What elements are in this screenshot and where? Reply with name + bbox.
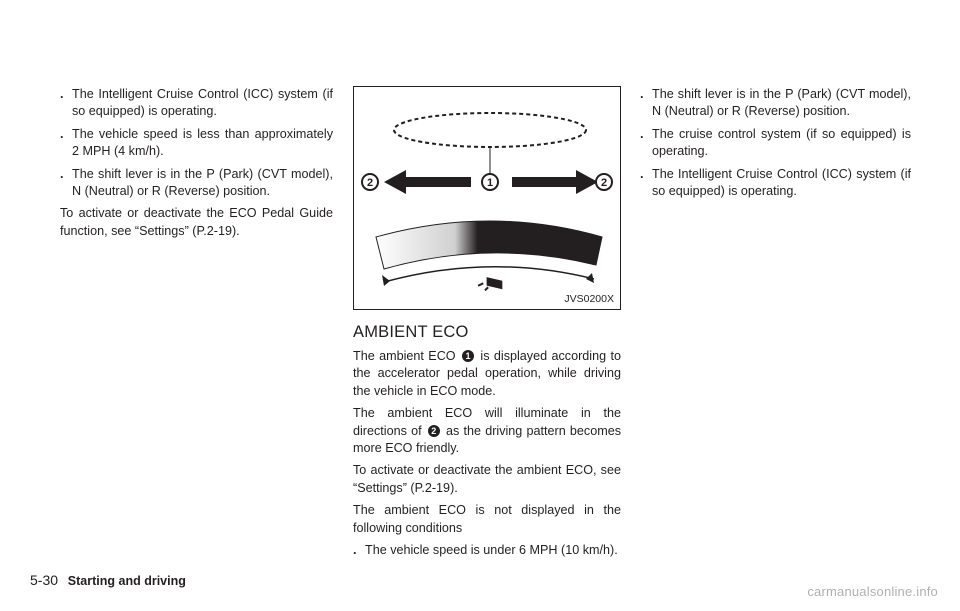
left-arrow (384, 170, 471, 194)
callout-1-marker: 1 (462, 350, 474, 362)
middle-column (353, 86, 621, 564)
figure-id: JVS0200X (564, 293, 614, 305)
gauge-right-mark (586, 273, 594, 283)
section-heading: AMBIENT ECO (353, 323, 469, 341)
paragraph: To activate or deactivate the ambient ECO, see “Settings” (P.2-19). (353, 463, 621, 495)
callout-2-right-label: 2 (600, 177, 608, 189)
settings-reference: To activate or deactivate the ECO Pedal Guide function, see “Settings” (P.2-19). (60, 206, 333, 238)
list-item: . The vehicle speed is under 6 MPH (10 km/h). (353, 542, 621, 559)
page-footer (30, 572, 186, 590)
list-item: . The shift lever is in the P (Park) (CVT model), N (Neutral) or R (Reverse) position. (640, 87, 911, 119)
paragraph: The ambient ECO 1 is displayed according to the accelerator pedal operation, while driving the vehicle in ECO mode. (353, 349, 622, 398)
list-item: . The Intelligent Cruise Control (ICC) system (if so equipped) is operating. (640, 166, 911, 199)
paragraph: The ambient ECO is not displayed in the following conditions (353, 503, 621, 535)
callout-1-label: 1 (486, 177, 494, 189)
left-column (60, 86, 333, 245)
list-item: . The shift lever is in the P (Park) (CVT model), N (Neutral) or R (Reverse) position. (60, 166, 333, 199)
bullet: . (60, 166, 64, 181)
right-column (640, 86, 911, 205)
list-item: . The cruise control system (if so equipped) is operating. (640, 126, 911, 159)
condition-list (60, 86, 333, 200)
callout-2-marker: 2 (428, 425, 440, 437)
condition-list (353, 542, 621, 559)
section-title: Starting and driving (67, 574, 186, 588)
right-arrow (512, 170, 598, 194)
list-item: . The Intelligent Cruise Control (ICC) system (if so equipped) is operating. (60, 87, 333, 119)
eco-pedal-icon (477, 274, 505, 296)
ambient-eco-ring (394, 113, 586, 147)
ambient-eco-figure (353, 86, 621, 310)
condition-list (640, 86, 911, 200)
ambient-eco-diagram (354, 87, 620, 309)
bullet: . (640, 166, 644, 181)
bullet: . (60, 126, 64, 141)
callout-2-left-label: 2 (366, 177, 374, 189)
bullet: . (640, 87, 644, 101)
bullet: . (353, 543, 357, 558)
watermark: carmanualsonline.info (807, 584, 938, 599)
list-item: . The vehicle speed is less than approximately 2 MPH (4 km/h). (60, 126, 333, 159)
eco-gauge-band (376, 221, 602, 269)
page-number: 5-30 (30, 572, 59, 588)
bullet: . (60, 87, 64, 101)
gauge-left-mark (382, 275, 390, 286)
bullet: . (640, 126, 644, 141)
paragraph: The ambient ECO will illuminate in the directions of 2 as the driving pattern becomes more ECO friendly. (353, 406, 622, 456)
